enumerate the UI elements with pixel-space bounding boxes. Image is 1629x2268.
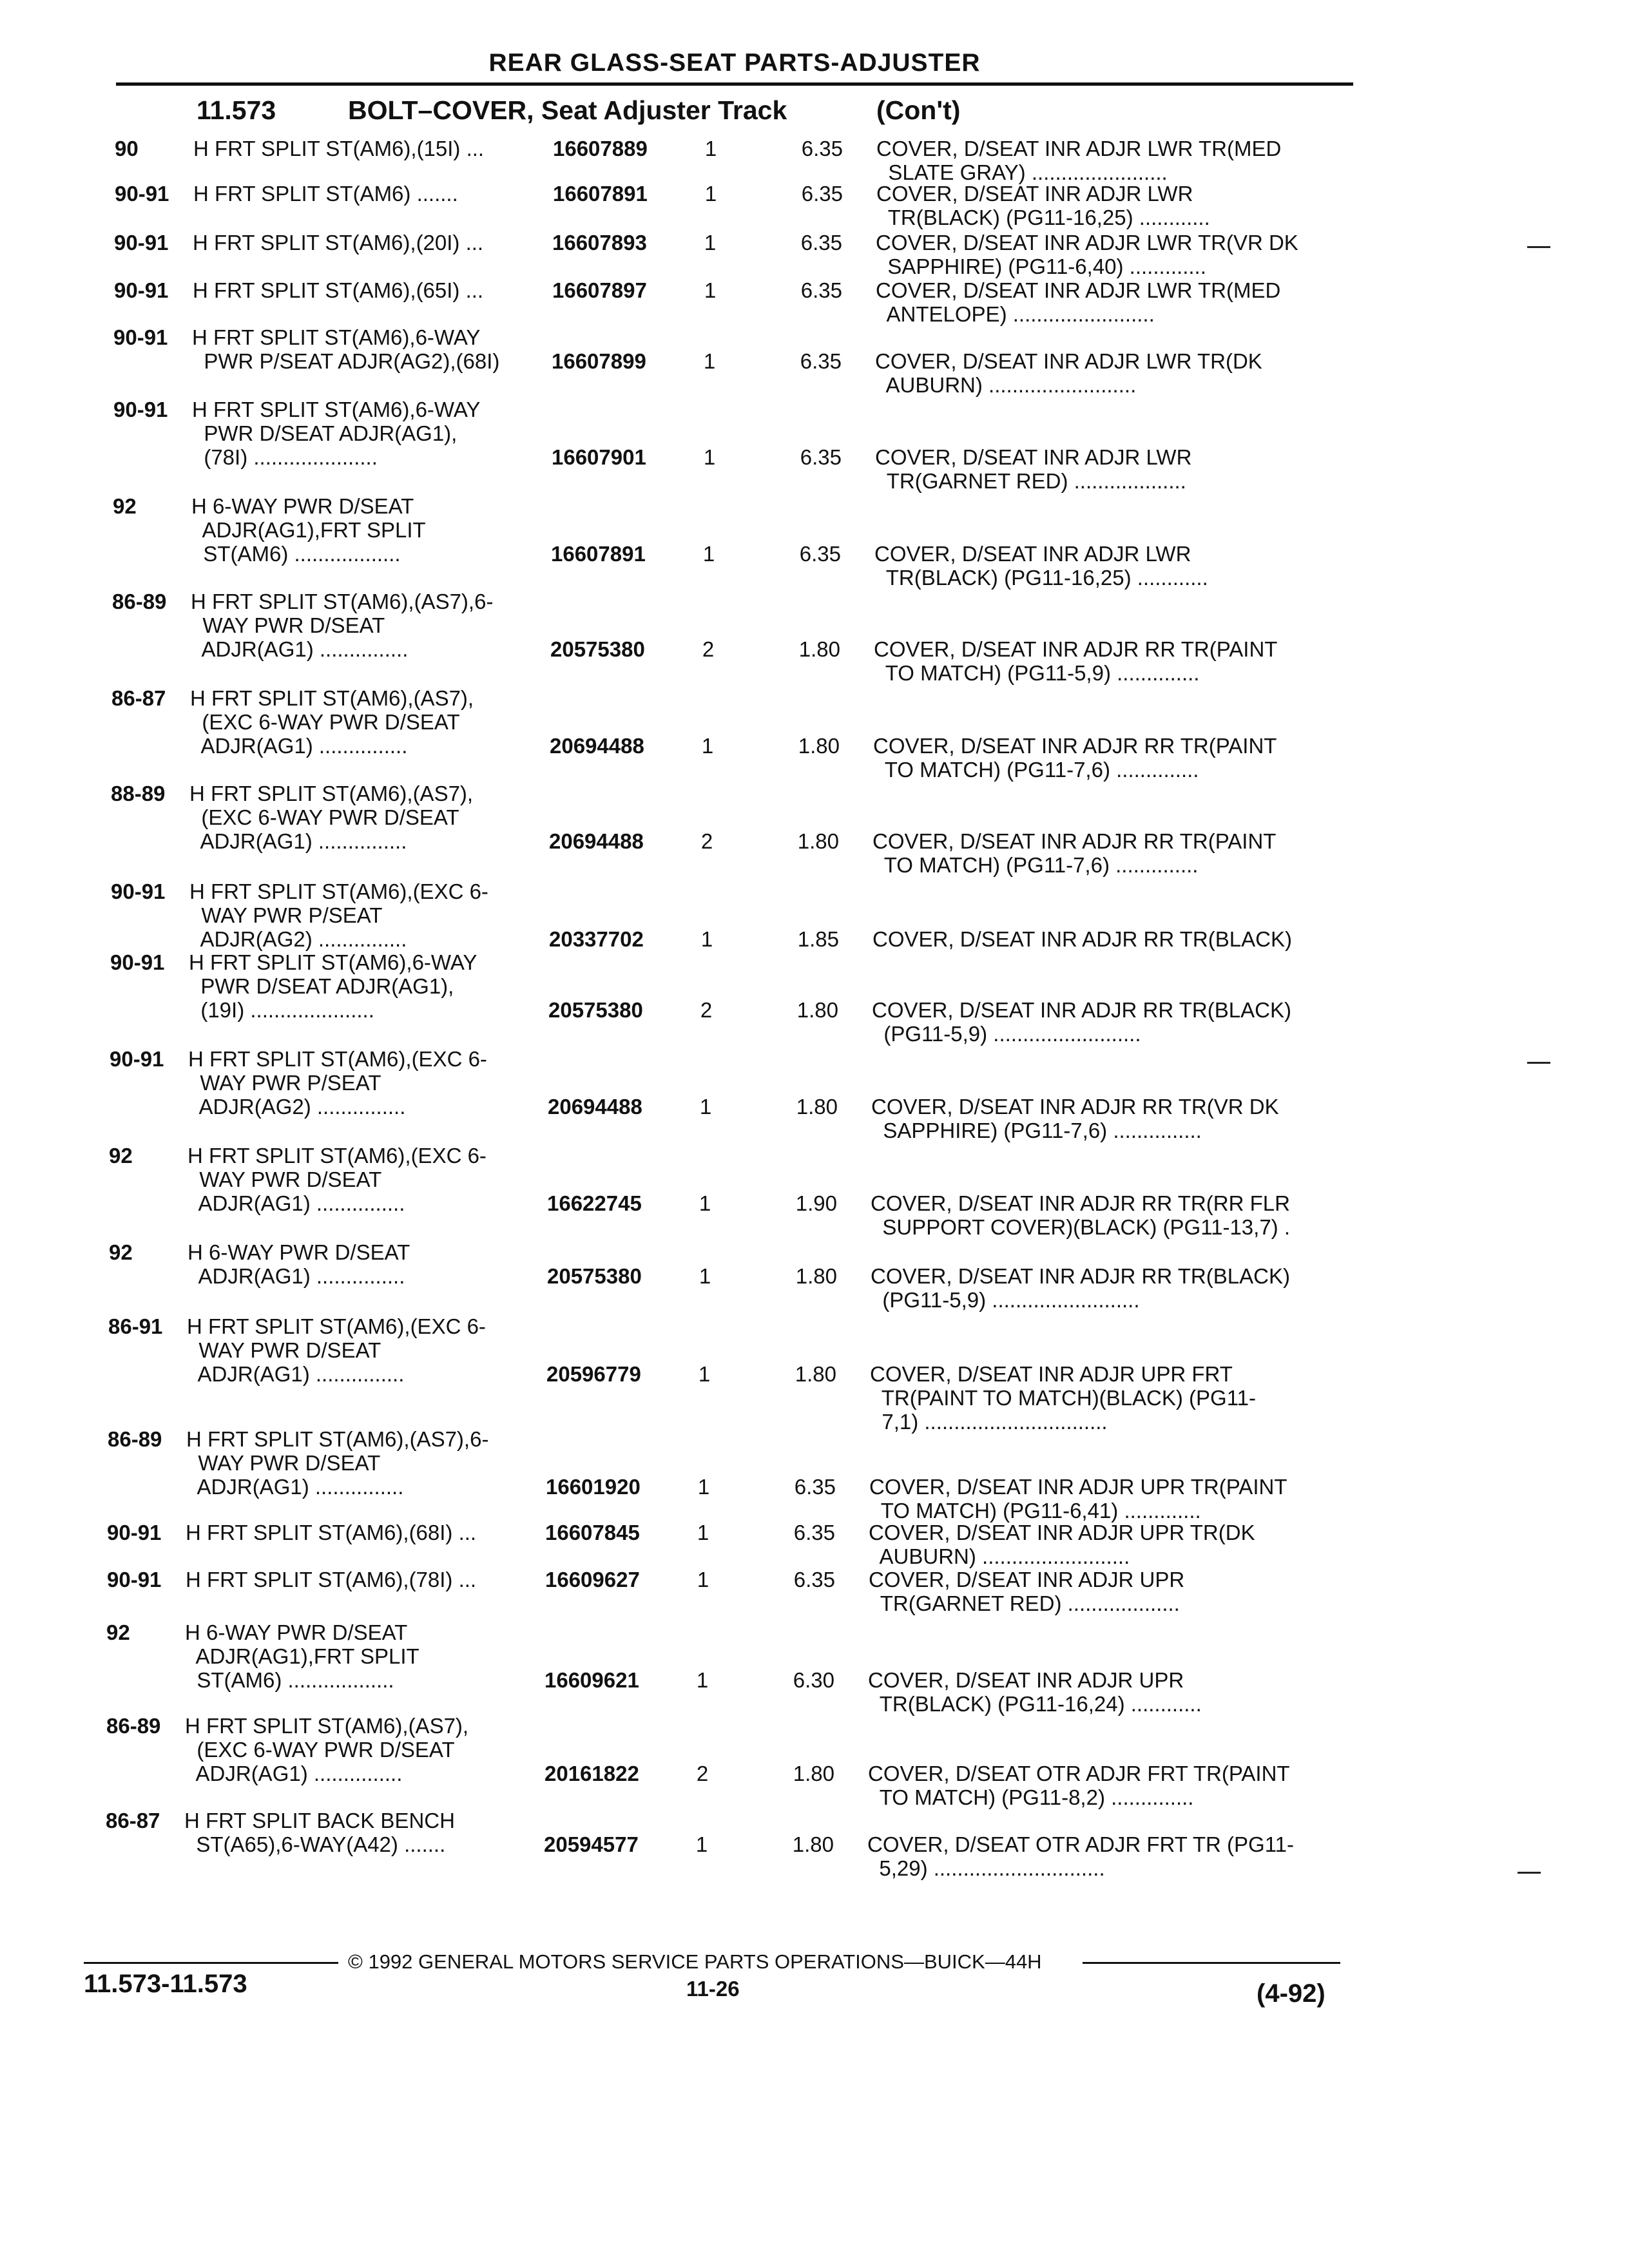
- price: 1.80: [795, 1362, 836, 1386]
- part-number: 20575380: [547, 1264, 642, 1288]
- description-line: H 6-WAY PWR D/SEAT: [185, 1620, 408, 1644]
- description-line: ADJR(AG1) ...............: [188, 1191, 405, 1215]
- description-line: H FRT SPLIT ST(AM6),(65I) ...: [193, 278, 484, 302]
- application-description: [186, 1568, 539, 1591]
- part-name-line: TR(BLACK) (PG11-16,25) ............: [876, 206, 1210, 229]
- part-name-line: COVER, D/SEAT INR ADJR UPR TR(DK: [869, 1521, 1255, 1544]
- part-name-line: ANTELOPE) ........................: [876, 302, 1155, 326]
- description-line: ST(AM6) ..................: [191, 542, 401, 566]
- part-name-line: COVER, D/SEAT OTR ADJR FRT TR(PAINT: [868, 1762, 1290, 1785]
- price: 6.35: [793, 1521, 835, 1544]
- price: 6.35: [800, 231, 842, 255]
- part-name-line: COVER, D/SEAT INR ADJR LWR TR(MED: [876, 278, 1281, 302]
- quantity: 1: [704, 182, 717, 206]
- part-number: 16609627: [545, 1568, 640, 1591]
- model-years: 90-91: [110, 1047, 164, 1071]
- application-description: [189, 879, 543, 951]
- part-name-line: TR(PAINT TO MATCH)(BLACK) (PG11-: [870, 1386, 1256, 1410]
- part-name-line: COVER, D/SEAT INR ADJR LWR TR(DK: [875, 349, 1262, 373]
- part-number: 16607897: [552, 278, 647, 302]
- description-line: H FRT SPLIT ST(AM6),(EXC 6-: [189, 879, 488, 903]
- part-name: [869, 1568, 1365, 1615]
- price: 1.80: [797, 829, 839, 853]
- description-line: ADJR(AG2) ...............: [189, 927, 407, 951]
- part-name: [876, 231, 1372, 278]
- quantity: 1: [704, 231, 717, 255]
- application-description: [188, 1144, 541, 1215]
- description-line: H FRT SPLIT ST(AM6),(20I) ...: [193, 231, 484, 255]
- quantity: 1: [698, 1362, 711, 1386]
- part-name-line: TO MATCH) (PG11-8,2) ..............: [868, 1785, 1194, 1809]
- description-line: ADJR(AG1) ...............: [188, 1264, 405, 1288]
- quantity: 1: [697, 1475, 710, 1499]
- application-description: [185, 1714, 538, 1785]
- part-name-line: TO MATCH) (PG11-5,9) ..............: [874, 661, 1200, 685]
- part-name-line: COVER, D/SEAT INR ADJR RR TR(PAINT: [872, 829, 1277, 853]
- part-name: [871, 1264, 1367, 1312]
- model-years: 86-87: [106, 1809, 160, 1832]
- description-line: ADJR(AG1) ...............: [190, 734, 408, 758]
- price: 1.80: [792, 1832, 834, 1856]
- description-line: (19I) .....................: [189, 998, 374, 1022]
- part-number: 16607899: [552, 349, 646, 373]
- application-description: [189, 950, 542, 1022]
- model-years: 90-91: [115, 182, 169, 206]
- application-description: [192, 325, 545, 373]
- footer-page-number: 11-26: [686, 1977, 740, 2001]
- part-number: 20694488: [550, 734, 644, 758]
- part-name: [874, 542, 1371, 590]
- description-line: H FRT SPLIT ST(AM6),(EXC 6-: [188, 1047, 487, 1071]
- part-name-line: AUBURN) .........................: [875, 373, 1137, 397]
- application-description: [184, 1809, 537, 1856]
- quantity: 1: [703, 445, 716, 469]
- part-name-line: TR(BLACK) (PG11-16,24) ............: [868, 1692, 1202, 1716]
- part-name-line: SAPPHIRE) (PG11-7,6) ...............: [871, 1119, 1202, 1142]
- application-description: [193, 278, 546, 302]
- description-line: ST(AM6) ..................: [185, 1668, 394, 1692]
- description-line: H FRT SPLIT ST(AM6),(15I) ...: [193, 137, 485, 160]
- part-name: [869, 1521, 1365, 1568]
- model-years: 86-89: [108, 1427, 162, 1451]
- description-line: H FRT SPLIT BACK BENCH: [184, 1809, 455, 1832]
- price: 6.35: [801, 182, 843, 206]
- part-name: [873, 734, 1369, 782]
- part-name: [869, 1475, 1365, 1523]
- model-years: 92: [113, 494, 137, 518]
- price: 1.80: [796, 998, 838, 1022]
- margin-tick-mark: [1527, 246, 1550, 248]
- price: 1.80: [796, 1095, 838, 1119]
- footer-rule-right: [1083, 1962, 1340, 1964]
- part-name: [868, 1668, 1364, 1716]
- description-line: H FRT SPLIT ST(AM6),(AS7),6-: [191, 590, 494, 613]
- application-description: [193, 137, 546, 160]
- description-line: (EXC 6-WAY PWR D/SEAT: [189, 805, 459, 829]
- model-years: 86-87: [111, 686, 166, 710]
- model-years: 90: [115, 137, 139, 160]
- part-number: 20594577: [544, 1832, 639, 1856]
- description-line: (EXC 6-WAY PWR D/SEAT: [185, 1738, 455, 1762]
- application-description: [187, 1314, 540, 1386]
- description-line: WAY PWR D/SEAT: [187, 1338, 381, 1362]
- description-line: H FRT SPLIT ST(AM6),6-WAY: [192, 398, 481, 421]
- description-line: ADJR(AG1) ...............: [187, 1362, 405, 1386]
- part-name: [875, 445, 1371, 493]
- quantity: 1: [697, 1521, 709, 1544]
- description-line: H FRT SPLIT ST(AM6),(68I) ...: [186, 1521, 477, 1544]
- description-line: H FRT SPLIT ST(AM6),(AS7),6-: [186, 1427, 489, 1451]
- part-name: [872, 998, 1368, 1046]
- part-name-line: COVER, D/SEAT INR ADJR RR TR(PAINT: [874, 637, 1278, 661]
- description-line: PWR D/SEAT ADJR(AG1),: [192, 421, 458, 445]
- description-line: PWR P/SEAT ADJR(AG2),(68I): [192, 349, 500, 373]
- quantity: 2: [700, 829, 713, 853]
- quantity: 1: [701, 734, 714, 758]
- part-name: [868, 1762, 1364, 1809]
- part-number: 16609621: [545, 1668, 639, 1692]
- model-years: 90-91: [114, 231, 169, 255]
- description-line: ADJR(AG1),FRT SPLIT: [191, 518, 426, 542]
- model-years: 92: [109, 1144, 133, 1168]
- description-line: ADJR(AG1) ...............: [186, 1475, 404, 1499]
- part-name-line: AUBURN) .........................: [869, 1544, 1130, 1568]
- part-number: 16607901: [552, 445, 646, 469]
- part-name-line: COVER, D/SEAT INR ADJR RR TR(BLACK): [872, 927, 1292, 951]
- model-years: 90-91: [107, 1521, 162, 1544]
- part-name-line: COVER, D/SEAT INR ADJR LWR TR(MED: [876, 137, 1282, 160]
- description-line: H FRT SPLIT ST(AM6),6-WAY: [192, 325, 481, 349]
- part-name-line: SAPPHIRE) (PG11-6,40) .............: [876, 255, 1206, 278]
- price: 6.35: [799, 542, 841, 566]
- part-number: 20575380: [550, 637, 645, 661]
- part-name: [874, 637, 1370, 685]
- part-name-line: SUPPORT COVER)(BLACK) (PG11-13,7) .: [871, 1215, 1291, 1239]
- part-name-line: COVER, D/SEAT INR ADJR RR TR(BLACK): [871, 1264, 1290, 1288]
- price: 6.30: [793, 1668, 834, 1692]
- part-name-line: 5,29) .............................: [867, 1856, 1105, 1880]
- quantity: 1: [699, 1095, 712, 1119]
- part-name-line: COVER, D/SEAT INR ADJR RR TR(RR FLR: [871, 1191, 1290, 1215]
- section-number: 11.573: [197, 95, 276, 125]
- model-years: 90-91: [114, 278, 169, 302]
- description-line: WAY PWR D/SEAT: [188, 1168, 382, 1191]
- margin-tick-mark: [1527, 1062, 1550, 1064]
- quantity: 1: [699, 1264, 711, 1288]
- description-line: ADJR(AG1),FRT SPLIT: [185, 1644, 419, 1668]
- model-years: 86-89: [112, 590, 167, 613]
- price: 1.90: [795, 1191, 837, 1215]
- part-name: [871, 1191, 1367, 1239]
- part-name-line: TO MATCH) (PG11-6,41) .............: [869, 1499, 1201, 1523]
- application-description: [188, 1047, 541, 1119]
- price: 6.35: [800, 445, 842, 469]
- description-line: ADJR(AG1) ...............: [189, 829, 407, 853]
- part-name-line: COVER, D/SEAT INR ADJR RR TR(PAINT: [873, 734, 1277, 758]
- quantity: 2: [700, 998, 713, 1022]
- model-years: 90-91: [113, 398, 168, 421]
- part-number: 16607891: [551, 542, 646, 566]
- model-years: 88-89: [111, 782, 166, 805]
- price: 1.80: [795, 1264, 837, 1288]
- part-name-line: TR(GARNET RED) ...................: [875, 469, 1186, 493]
- price: 6.35: [794, 1475, 836, 1499]
- section-continued: (Con't): [876, 95, 961, 125]
- description-line: H FRT SPLIT ST(AM6),(EXC 6-: [188, 1144, 487, 1168]
- part-name: [870, 1362, 1366, 1434]
- application-description: [191, 590, 544, 661]
- page-title: REAR GLASS-SEAT PARTS-ADJUSTER: [488, 49, 981, 77]
- description-line: WAY PWR P/SEAT: [189, 903, 383, 927]
- application-description: [190, 686, 543, 758]
- part-name-line: TR(GARNET RED) ...................: [869, 1591, 1180, 1615]
- part-name-line: SLATE GRAY) .......................: [876, 160, 1168, 184]
- part-name-line: COVER, D/SEAT INR ADJR RR TR(VR DK: [871, 1095, 1279, 1119]
- part-name-line: TO MATCH) (PG11-7,6) ..............: [872, 853, 1199, 877]
- copyright-notice: © 1992 GENERAL MOTORS SERVICE PARTS OPERATIONS—BUICK—44H: [348, 1950, 1042, 1973]
- application-description: [185, 1620, 538, 1692]
- description-line: H FRT SPLIT ST(AM6) .......: [193, 182, 458, 206]
- part-name: [867, 1832, 1364, 1880]
- part-name-line: COVER, D/SEAT INR ADJR LWR: [874, 542, 1191, 566]
- part-name: [876, 182, 1373, 229]
- application-description: [189, 782, 543, 853]
- description-line: ST(A65),6-WAY(A42) .......: [184, 1832, 446, 1856]
- part-name-line: COVER, D/SEAT INR ADJR UPR: [869, 1568, 1185, 1591]
- quantity: 1: [704, 278, 717, 302]
- part-number: 20596779: [546, 1362, 641, 1386]
- application-description: [191, 494, 545, 566]
- price: 1.80: [798, 637, 840, 661]
- part-number: 20694488: [548, 1095, 642, 1119]
- price: 6.35: [800, 278, 842, 302]
- quantity: 1: [697, 1568, 709, 1591]
- part-number: 16622745: [547, 1191, 642, 1215]
- quantity: 2: [696, 1762, 709, 1785]
- part-number: 16607845: [545, 1521, 640, 1544]
- part-name: [872, 829, 1369, 877]
- part-name-line: COVER, D/SEAT INR ADJR LWR: [876, 182, 1193, 206]
- price: 1.85: [797, 927, 839, 951]
- part-number: 16607893: [552, 231, 647, 255]
- part-name-line: COVER, D/SEAT INR ADJR RR TR(BLACK): [872, 998, 1291, 1022]
- description-line: H FRT SPLIT ST(AM6),(AS7),: [185, 1714, 469, 1738]
- price: 6.35: [793, 1568, 835, 1591]
- footer-section-range: 11.573-11.573: [84, 1970, 247, 1998]
- model-years: 90-91: [107, 1568, 162, 1591]
- quantity: 1: [703, 349, 716, 373]
- part-name-line: COVER, D/SEAT INR ADJR UPR FRT: [870, 1362, 1233, 1386]
- model-years: 90-91: [113, 325, 168, 349]
- application-description: [192, 398, 545, 469]
- price: 6.35: [801, 137, 843, 160]
- price: 1.80: [793, 1762, 834, 1785]
- description-line: WAY PWR D/SEAT: [191, 613, 385, 637]
- description-line: (78I) .....................: [192, 445, 378, 469]
- application-description: [193, 231, 546, 255]
- description-line: WAY PWR P/SEAT: [188, 1071, 381, 1095]
- model-years: 90-91: [110, 950, 165, 974]
- quantity: 1: [704, 137, 717, 160]
- quantity: 2: [702, 637, 715, 661]
- description-line: H 6-WAY PWR D/SEAT: [191, 494, 414, 518]
- part-name: [875, 349, 1371, 397]
- quantity: 1: [696, 1668, 709, 1692]
- quantity: 1: [699, 1191, 711, 1215]
- description-line: ADJR(AG2) ...............: [188, 1095, 406, 1119]
- part-name-line: COVER, D/SEAT INR ADJR LWR: [875, 445, 1192, 469]
- price: 1.80: [798, 734, 840, 758]
- model-years: 92: [109, 1240, 133, 1264]
- part-number: 20694488: [549, 829, 644, 853]
- part-name-line: TO MATCH) (PG11-7,6) ..............: [873, 758, 1199, 782]
- model-years: 86-89: [106, 1714, 161, 1738]
- part-name-line: (PG11-5,9) .........................: [872, 1022, 1141, 1046]
- section-title: BOLT–COVER, Seat Adjuster Track: [348, 95, 787, 125]
- description-line: H FRT SPLIT ST(AM6),(AS7),: [190, 686, 474, 710]
- quantity: 1: [702, 542, 715, 566]
- part-number: 16607891: [553, 182, 648, 206]
- footer-rule-left: [84, 1962, 338, 1964]
- part-number: 20337702: [549, 927, 644, 951]
- price: 6.35: [800, 349, 842, 373]
- application-description: [186, 1521, 539, 1544]
- part-name-line: COVER, D/SEAT INR ADJR LWR TR(VR DK: [876, 231, 1298, 255]
- application-description: [193, 182, 546, 206]
- part-number: 16601920: [546, 1475, 641, 1499]
- part-name-line: 7,1) ...............................: [870, 1410, 1108, 1434]
- part-number: 20161822: [545, 1762, 639, 1785]
- description-line: H 6-WAY PWR D/SEAT: [188, 1240, 410, 1264]
- part-name: [871, 1095, 1367, 1142]
- part-name-line: COVER, D/SEAT INR ADJR UPR TR(PAINT: [869, 1475, 1287, 1499]
- part-name-line: (PG11-5,9) .........................: [871, 1288, 1140, 1312]
- model-years: 86-91: [108, 1314, 163, 1338]
- model-years: 92: [106, 1620, 130, 1644]
- part-number: 20575380: [548, 998, 643, 1022]
- description-line: ADJR(AG1) ...............: [185, 1762, 403, 1785]
- part-name-line: TR(BLACK) (PG11-16,25) ............: [874, 566, 1208, 590]
- quantity: 1: [700, 927, 713, 951]
- description-line: H FRT SPLIT ST(AM6),(AS7),: [189, 782, 474, 805]
- quantity: 1: [695, 1832, 708, 1856]
- application-description: [186, 1427, 539, 1499]
- margin-tick-mark: [1518, 1872, 1541, 1874]
- description-line: PWR D/SEAT ADJR(AG1),: [189, 974, 454, 998]
- application-description: [188, 1240, 541, 1288]
- part-name-line: COVER, D/SEAT OTR ADJR FRT TR (PG11-: [867, 1832, 1294, 1856]
- description-line: ADJR(AG1) ...............: [191, 637, 409, 661]
- description-line: WAY PWR D/SEAT: [186, 1451, 381, 1475]
- part-name-line: COVER, D/SEAT INR ADJR UPR: [868, 1668, 1184, 1692]
- description-line: H FRT SPLIT ST(AM6),(EXC 6-: [187, 1314, 486, 1338]
- description-line: H FRT SPLIT ST(AM6),(78I) ...: [186, 1568, 477, 1591]
- description-line: (EXC 6-WAY PWR D/SEAT: [190, 710, 460, 734]
- part-name: [876, 278, 1372, 326]
- footer-date-code: (4-92): [1257, 1979, 1325, 2008]
- part-name: [872, 927, 1369, 951]
- model-years: 90-91: [111, 879, 166, 903]
- part-name: [876, 137, 1373, 184]
- part-number: 16607889: [553, 137, 648, 160]
- description-line: H FRT SPLIT ST(AM6),6-WAY: [189, 950, 477, 974]
